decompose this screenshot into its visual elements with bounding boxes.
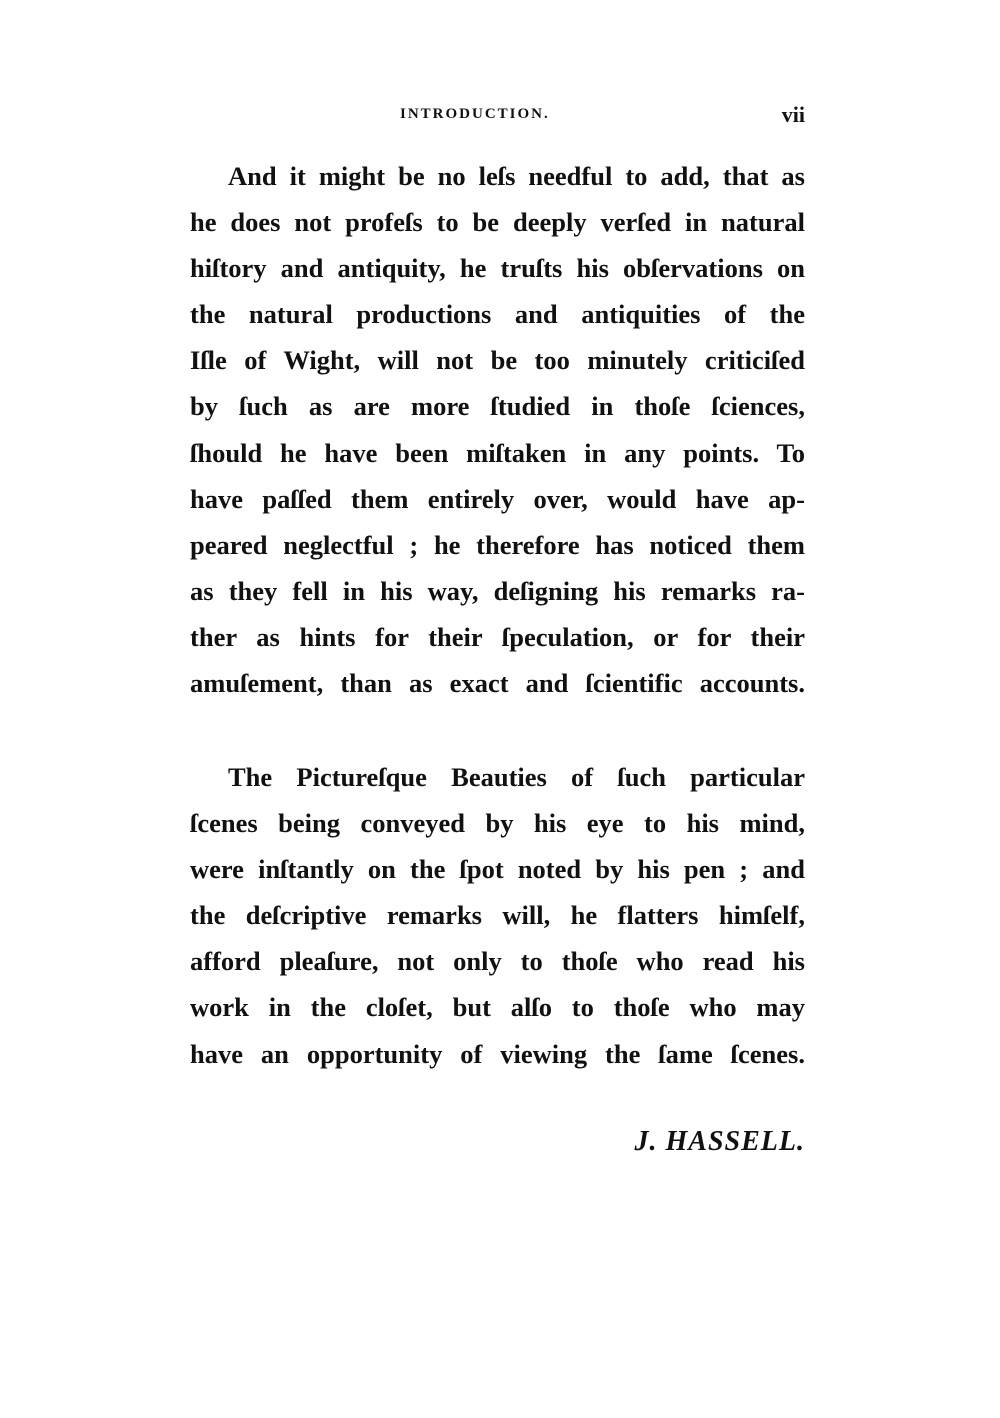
text-line: the deſcriptive remarks will, he flatters himſelf, — [190, 900, 805, 931]
text-line: amuſement, than as exact and ſcientific accounts. — [190, 668, 805, 699]
text-line: the natural productions and antiquities of the — [190, 299, 805, 330]
text-line: he does not profeſs to be deeply verſed in natural — [190, 207, 805, 238]
signature: J. HASSELL. — [634, 1126, 805, 1157]
text-line: ther as hints for their ſpeculation, or for their — [190, 621, 805, 652]
text-line: peared neglectful ; he therefore has noticed them — [190, 529, 805, 560]
text-line: as they fell in his way, deſigning his remarks ra- — [190, 575, 805, 606]
text-line: by ſuch as are more ſtudied in thoſe ſciences, — [190, 391, 805, 422]
text-line: The Pictureſque Beauties of ſuch particular — [228, 762, 805, 792]
page-header — [190, 104, 805, 134]
paragraph-2 — [190, 754, 805, 1077]
text-line: afford pleaſure, not only to thoſe who read his — [190, 946, 805, 977]
running-title: INTRODUCTION. — [400, 106, 550, 122]
text-line: Iſle of Wight, will not be too minutely criticiſed — [190, 345, 805, 376]
text-line: hiſtory and antiquity, he truſts his obſervations on — [190, 253, 805, 284]
text-line: ſhould he have been miſtaken in any points. To — [190, 437, 805, 468]
text-line: have paſſed them entirely over, would have ap- — [190, 483, 805, 514]
text-line: work in the cloſet, but alſo to thoſe who may — [190, 992, 805, 1023]
text-line: And it might be no leſs needful to add, that as — [228, 161, 805, 191]
paragraph-1 — [190, 153, 805, 706]
page-number: vii — [781, 102, 805, 127]
text-line: have an opportunity of viewing the ſame ſcenes. — [190, 1038, 805, 1069]
text-line: were inſtantly on the ſpot noted by his pen ; and — [190, 854, 805, 885]
text-line: ſcenes being conveyed by his eye to his mind, — [190, 808, 805, 839]
